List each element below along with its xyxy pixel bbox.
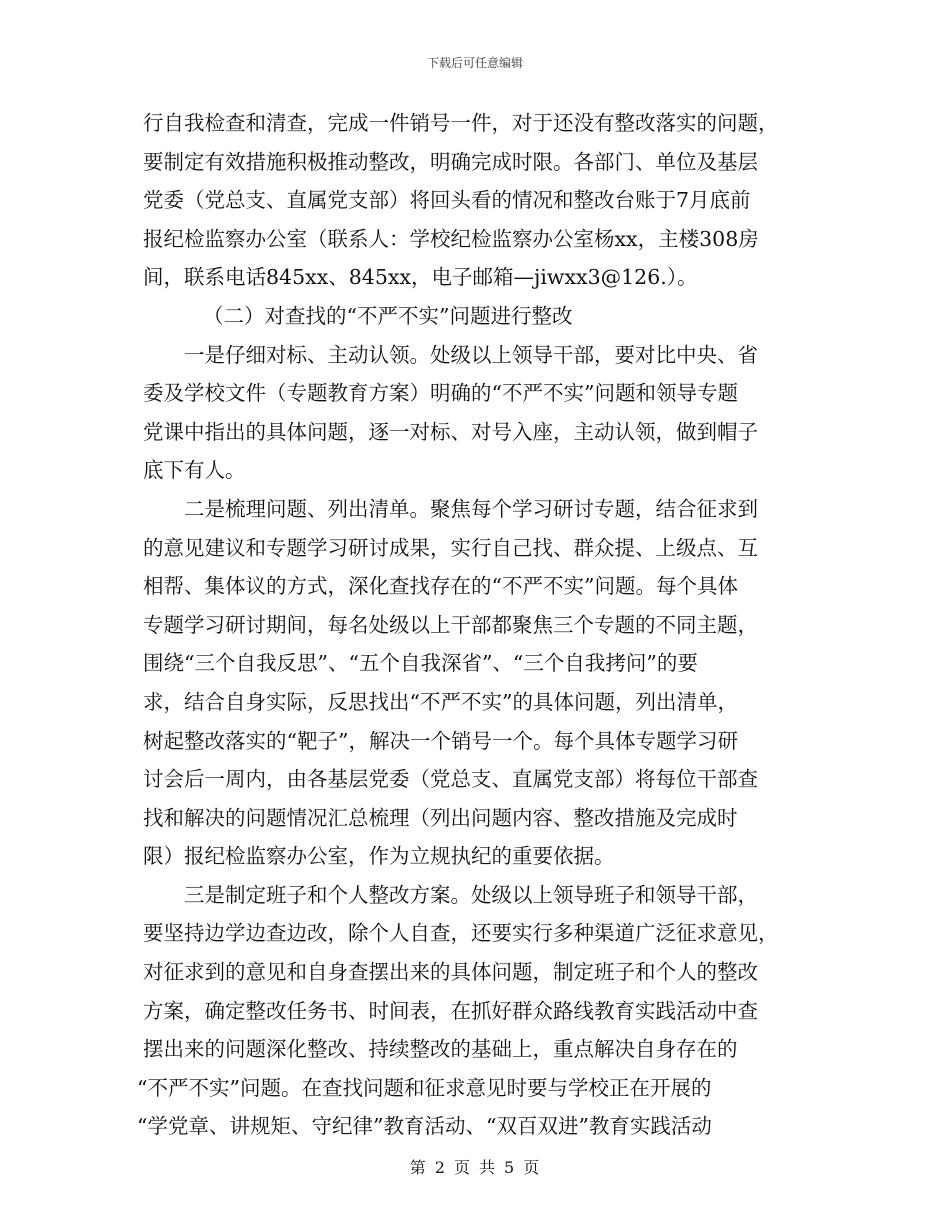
page-label: 第	[409, 1158, 427, 1177]
page-label: 页	[523, 1158, 541, 1177]
text-line: 委及学校文件（专题教育方案）明确的“不严不实”问题和领导专题	[143, 381, 738, 406]
page-label: 共	[479, 1158, 497, 1177]
text-line: 专题学习研讨期间，每名处级以上干部都聚焦三个专题的不同主题，	[143, 612, 758, 637]
text-line: 的意见建议和专题学习研讨成果，实行自己找、群众提、上级点、互	[143, 535, 758, 560]
text-line: “学党章、讲规矩、守纪律”教育活动、“双百双进”教育实践活动	[137, 1114, 712, 1139]
paragraph-start: 一是仔细对标、主动认领。处级以上领导干部，要对比中央、省	[184, 342, 758, 367]
page-current: 2	[434, 1158, 446, 1177]
text-line: 相帮、集体议的方式，深化查找存在的“不严不实”问题。每个具体	[143, 574, 738, 599]
text-line: 底下有人。	[143, 458, 246, 483]
text-line: 摆出来的问题深化整改、持续整改的基础上，重点解决自身存在的	[143, 1037, 738, 1062]
text-line: 间，联系电话845xx、845xx，电子邮箱—jiwxx3@126.）。	[143, 265, 698, 290]
text-line: “不严不实”问题。在查找问题和征求意见时要与学校正在开展的	[137, 1075, 712, 1100]
text-line: 求，结合自身实际，反思找出“不严不实”的具体问题，列出清单，	[143, 689, 738, 714]
text-line: 讨会后一周内，由各基层党委（党总支、直属党支部）将每位干部查	[143, 767, 758, 792]
page-label: 页	[453, 1158, 471, 1177]
text-line: 对征求到的意见和自身查摆出来的具体问题，制定班子和个人的整改	[143, 960, 758, 985]
page-total: 5	[504, 1158, 516, 1177]
text-line: 围绕“三个自我反思”、“五个自我深省”、“三个自我拷问”的要	[143, 651, 698, 676]
text-line: 限）报纪检监察办公室，作为立规执纪的重要依据。	[143, 844, 615, 869]
text-line: 报纪检监察办公室（联系人：学校纪检监察办公室杨xx，主楼308房	[143, 226, 759, 251]
page-footer	[0, 1155, 950, 1178]
section-heading: （二）对查找的“不严不实”问题进行整改	[203, 303, 573, 328]
text-line: 找和解决的问题情况汇总梳理（列出问题内容、整改措施及完成时	[143, 805, 738, 830]
text-line: 要坚持边学边查边改，除个人自查，还要实行多种渠道广泛征求意见，	[143, 921, 779, 946]
paragraph-start: 二是梳理问题、列出清单。聚焦每个学习研讨专题，结合征求到	[184, 496, 758, 521]
text-line: 党课中指出的具体问题，逐一对标、对号入座，主动认领，做到帽子	[143, 419, 758, 444]
text-line: 方案，确定整改任务书、时间表，在抓好群众路线教育实践活动中查	[143, 998, 758, 1023]
header-note: 下载后可任意编辑	[426, 56, 523, 70]
document-body	[137, 104, 807, 1146]
text-line: 党委（党总支、直属党支部）将回头看的情况和整改台账于7月底前	[143, 188, 751, 213]
text-line: 要制定有效措施积极推动整改，明确完成时限。各部门、单位及基层	[143, 149, 758, 174]
paragraph-start: 三是制定班子和个人整改方案。处级以上领导班子和领导干部，	[184, 882, 758, 907]
text-line: 行自我检查和清查，完成一件销号一件，对于还没有整改落实的问题，	[143, 111, 779, 135]
text-line: 树起整改落实的“靶子”，解决一个销号一个。每个具体专题学习研	[143, 728, 738, 753]
